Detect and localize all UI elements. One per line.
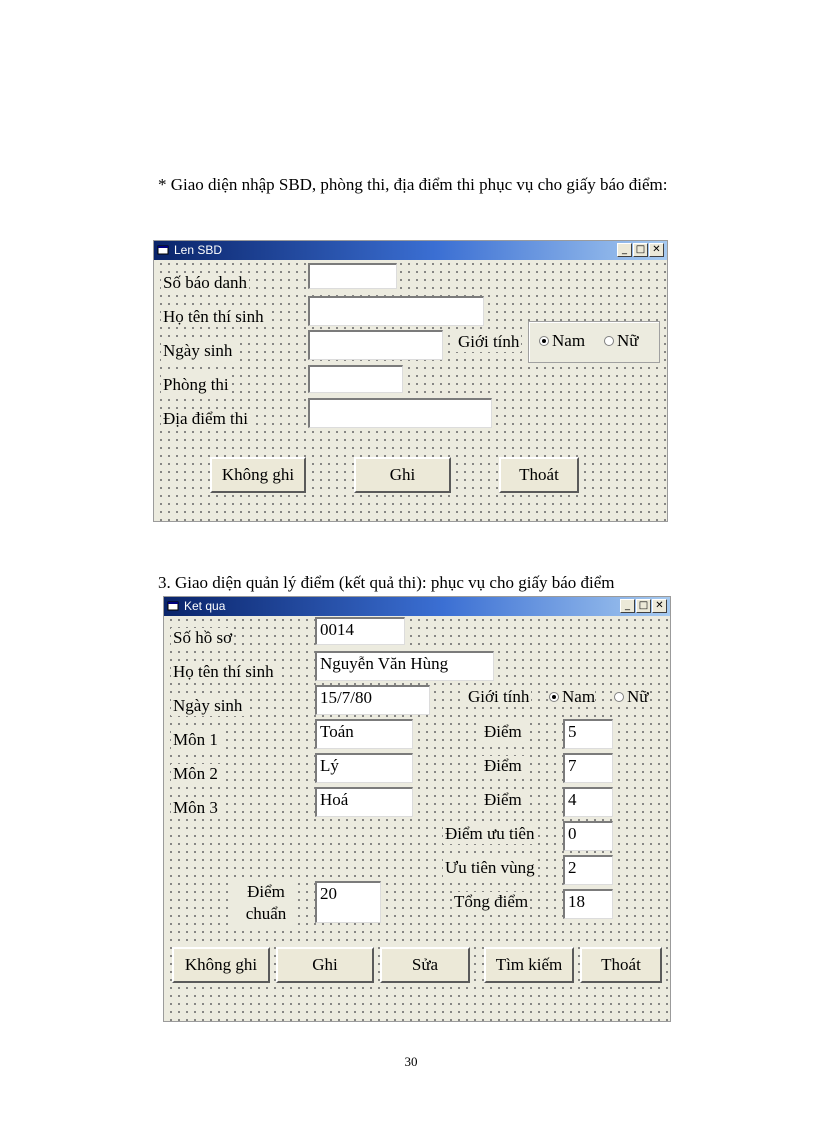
title-bar bbox=[164, 597, 670, 616]
minimize-button[interactable]: _ bbox=[617, 243, 632, 257]
label-tong-diem: Tổng điểm bbox=[454, 892, 529, 911]
label-gioi-tinh: Giới tính bbox=[458, 332, 520, 351]
uu-tien-vung-input[interactable]: 2 bbox=[563, 855, 613, 885]
ghi-button[interactable]: Ghi bbox=[354, 457, 451, 493]
label-mon-2: Môn 2 bbox=[173, 764, 218, 783]
label-diem-mon-1: Điểm bbox=[484, 722, 522, 741]
maximize-button[interactable]: □ bbox=[636, 599, 651, 613]
window-title: Len SBD bbox=[174, 243, 223, 257]
app-icon bbox=[157, 244, 169, 256]
ngay-sinh-input[interactable]: 15/7/80 bbox=[315, 685, 430, 715]
mon-2-input[interactable]: Lý bbox=[315, 753, 413, 783]
len-sbd-window bbox=[153, 240, 668, 522]
phong-thi-input[interactable] bbox=[308, 365, 403, 393]
so-ho-so-input[interactable]: 0014 bbox=[315, 617, 405, 645]
title-bar bbox=[154, 241, 667, 260]
khong-ghi-button[interactable]: Không ghi bbox=[172, 947, 270, 983]
ho-ten-input[interactable] bbox=[308, 296, 484, 326]
ho-ten-input[interactable]: Nguyễn Văn Hùng bbox=[315, 651, 494, 681]
radio-nu[interactable] bbox=[604, 331, 639, 351]
radio-dot-nam-selected bbox=[549, 692, 559, 702]
label-diem-chuan: Điểm chuẩn bbox=[234, 881, 298, 925]
radio-dot-nu bbox=[614, 692, 624, 702]
label-ho-ten: Họ tên thí sinh bbox=[173, 662, 274, 681]
radio-dot-nam-selected bbox=[539, 336, 549, 346]
app-icon bbox=[167, 600, 179, 612]
radio-nu[interactable] bbox=[614, 687, 649, 707]
label-diem-mon-3: Điểm bbox=[484, 790, 522, 809]
mon-1-input[interactable]: Toán bbox=[315, 719, 413, 749]
sua-button[interactable]: Sửa bbox=[380, 947, 470, 983]
ghi-button[interactable]: Ghi bbox=[276, 947, 374, 983]
minimize-button[interactable]: _ bbox=[620, 599, 635, 613]
label-diem-mon-2: Điểm bbox=[484, 756, 522, 775]
label-dia-diem-thi: Địa điểm thi bbox=[163, 409, 248, 428]
ngay-sinh-input[interactable] bbox=[308, 330, 443, 360]
label-ngay-sinh: Ngày sinh bbox=[173, 696, 243, 715]
khong-ghi-button[interactable]: Không ghi bbox=[210, 457, 306, 493]
radio-nam[interactable] bbox=[549, 687, 595, 707]
page-number: 30 bbox=[404, 1054, 418, 1069]
label-mon-3: Môn 3 bbox=[173, 798, 218, 817]
label-so-ho-so: Số hồ sơ bbox=[173, 628, 233, 647]
diem-mon-2-input[interactable]: 7 bbox=[563, 753, 613, 783]
radio-label-nu: Nữ bbox=[617, 331, 639, 350]
close-button[interactable]: ✕ bbox=[652, 599, 667, 613]
label-mon-1: Môn 1 bbox=[173, 730, 218, 749]
radio-dot-nu bbox=[604, 336, 614, 346]
ket-qua-window bbox=[163, 596, 671, 1022]
paragraph-intro-form2: 3. Giao diện quản lý điểm (kết quả thi): phục vụ cho giấy báo điểm bbox=[158, 573, 615, 592]
paragraph-intro-form1: * Giao diện nhập SBD, phòng thi, địa điểm thi phục vụ cho giấy báo điểm: bbox=[158, 175, 668, 194]
radio-label-nam: Nam bbox=[562, 687, 596, 706]
radio-label-nam: Nam bbox=[552, 331, 586, 350]
label-uu-tien-vung: Ưu tiên vùng bbox=[445, 858, 535, 877]
label-diem-uu-tien: Điểm ưu tiên bbox=[445, 824, 535, 843]
label-gioi-tinh: Giới tính bbox=[468, 687, 530, 706]
maximize-button[interactable]: □ bbox=[633, 243, 648, 257]
diem-mon-1-input[interactable]: 5 bbox=[563, 719, 613, 749]
diem-chuan-input[interactable]: 20 bbox=[315, 881, 381, 923]
dia-diem-thi-input[interactable] bbox=[308, 398, 492, 428]
tim-kiem-button[interactable]: Tìm kiếm bbox=[484, 947, 574, 983]
close-button[interactable]: ✕ bbox=[649, 243, 664, 257]
label-ho-ten: Họ tên thí sinh bbox=[163, 307, 264, 326]
radio-nam[interactable] bbox=[539, 331, 585, 351]
diem-mon-3-input[interactable]: 4 bbox=[563, 787, 613, 817]
thoat-button[interactable]: Thoát bbox=[580, 947, 662, 983]
mon-3-input[interactable]: Hoá bbox=[315, 787, 413, 817]
radio-label-nu: Nữ bbox=[627, 687, 649, 706]
tong-diem-input[interactable]: 18 bbox=[563, 889, 613, 919]
so-bao-danh-input[interactable] bbox=[308, 263, 397, 289]
label-ngay-sinh: Ngày sinh bbox=[163, 341, 233, 360]
diem-uu-tien-input[interactable]: 0 bbox=[563, 821, 613, 851]
window-title: Ket qua bbox=[184, 599, 226, 613]
thoat-button[interactable]: Thoát bbox=[499, 457, 579, 493]
label-phong-thi: Phòng thi bbox=[163, 375, 229, 394]
label-so-bao-danh: Số báo danh bbox=[163, 273, 248, 292]
